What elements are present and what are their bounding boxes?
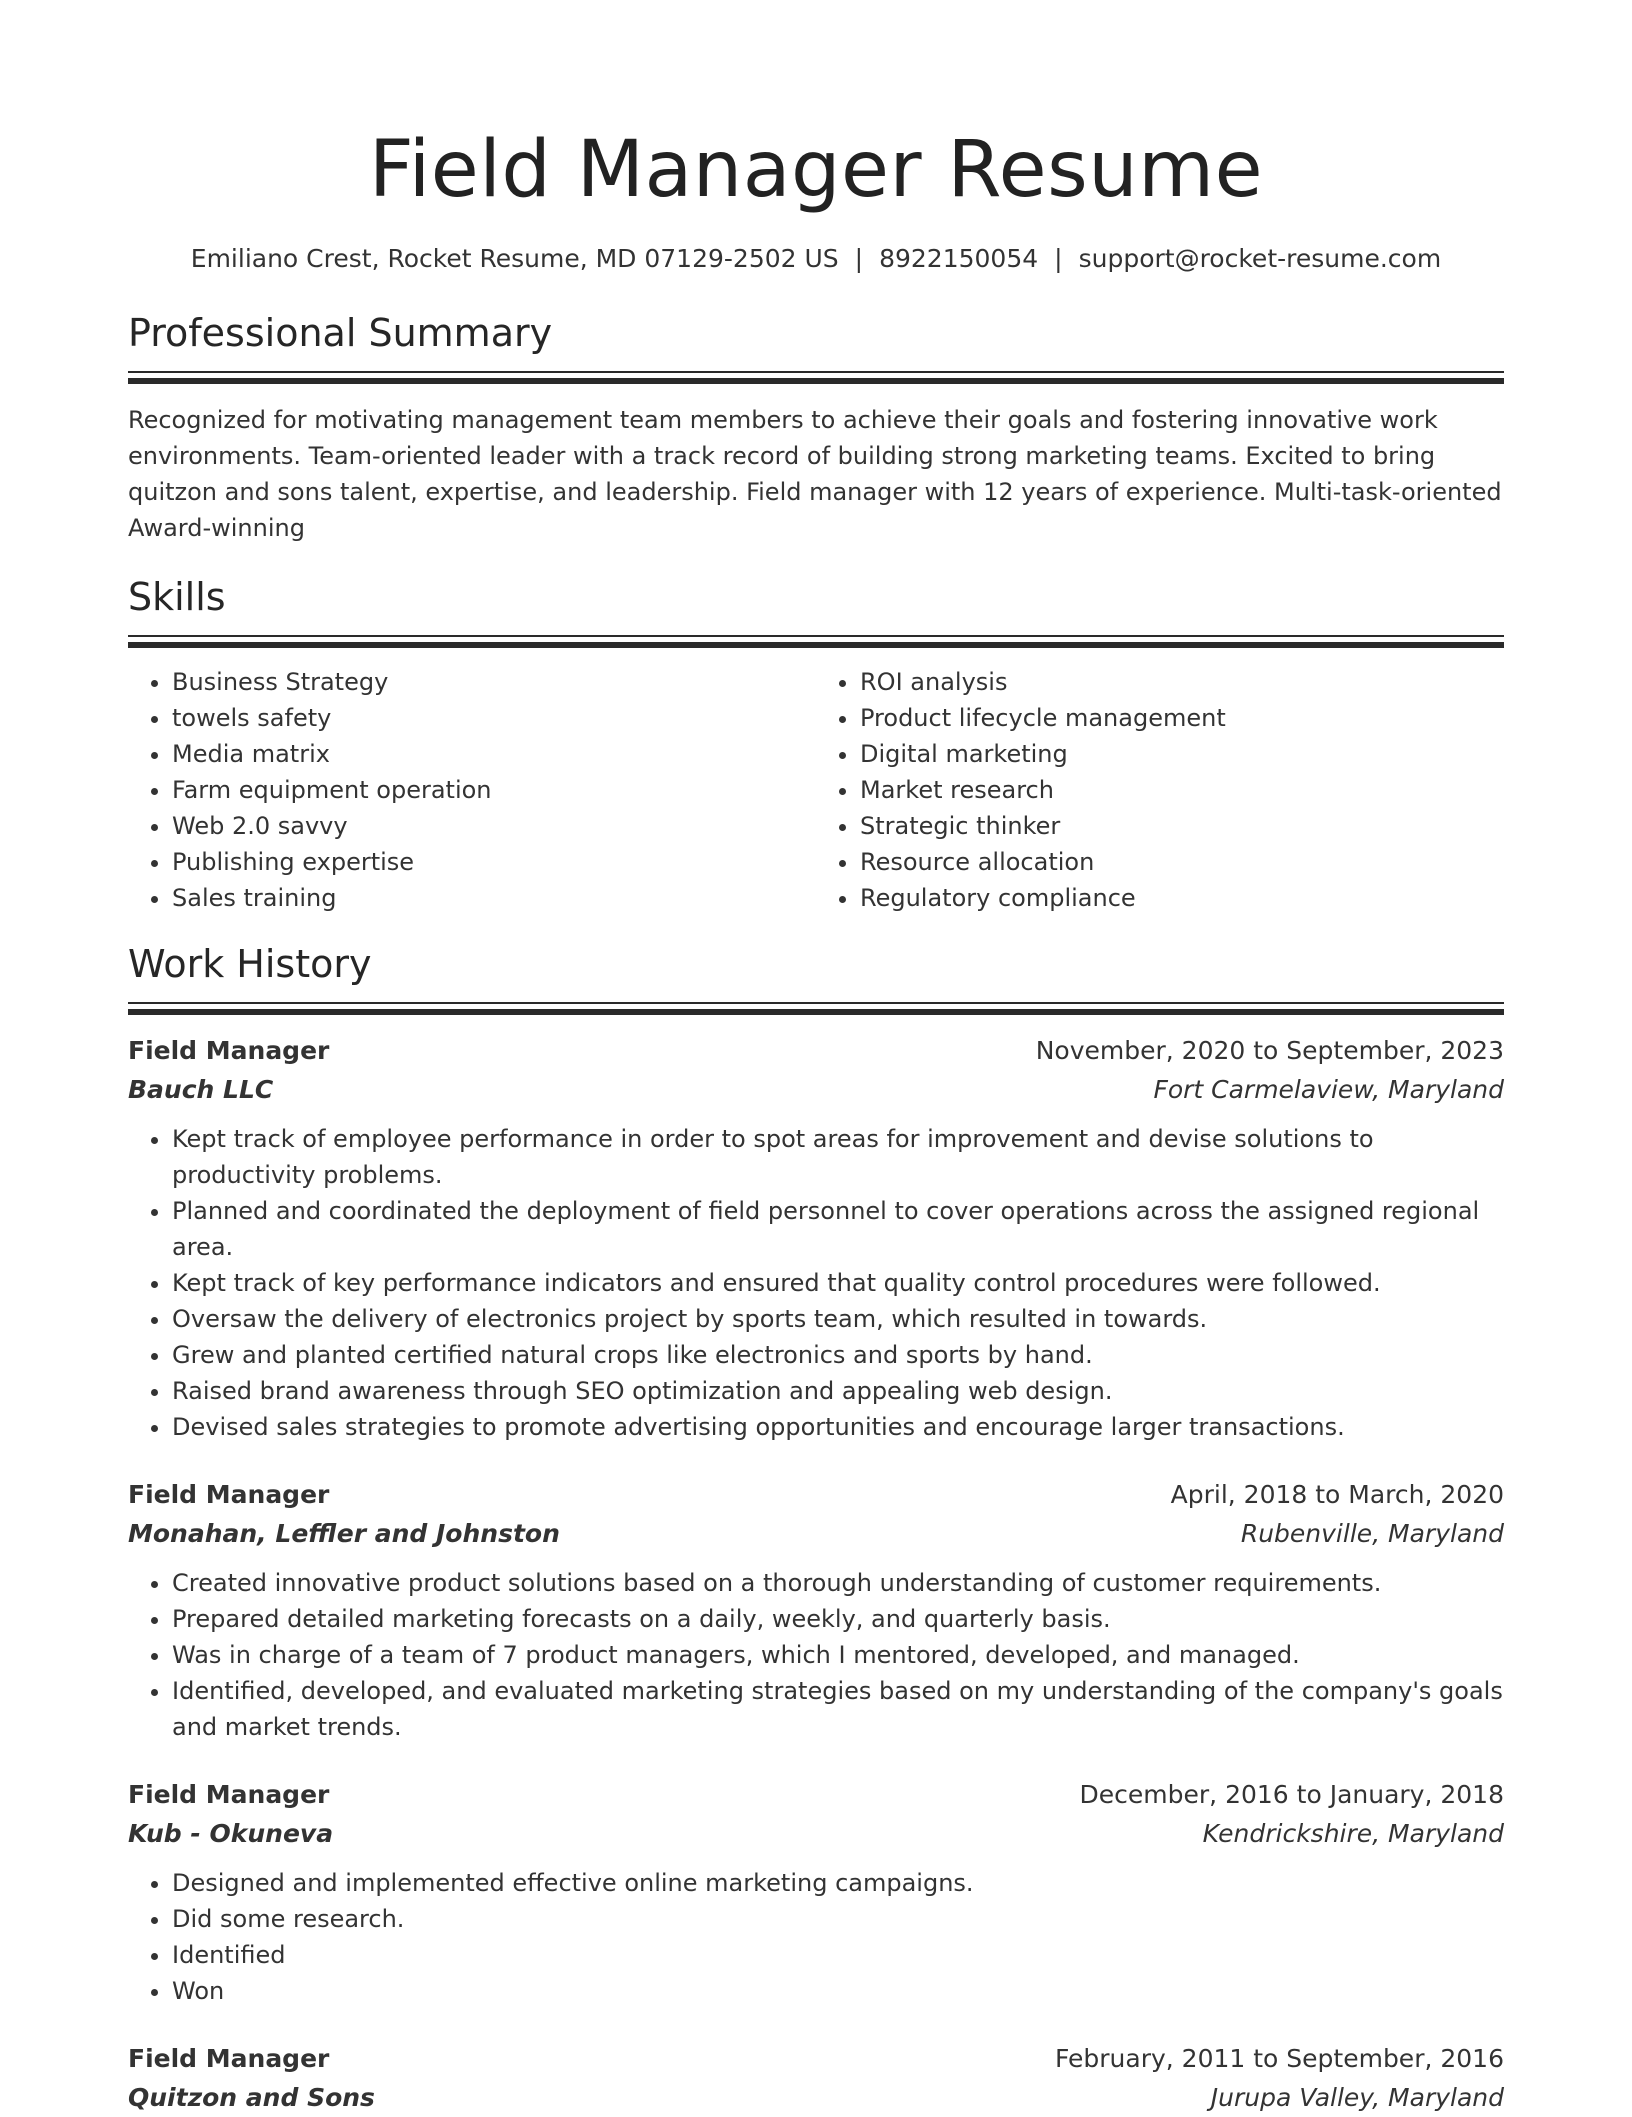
- job-bullet: • Won: [172, 1973, 1504, 2009]
- skill-item: • Resource allocation: [860, 844, 1504, 880]
- section-rule-thick: [128, 378, 1504, 384]
- skills-column-left: [128, 664, 816, 916]
- summary-heading: Professional Summary: [128, 311, 553, 355]
- job-company: Monahan, Leffler and Johnston: [128, 1519, 560, 1548]
- skill-item: • ROI analysis: [860, 664, 1504, 700]
- work-section: [128, 940, 1504, 2117]
- job-bullets: [128, 1565, 1504, 1745]
- section-rule: [128, 371, 1504, 373]
- job-title: Field Manager: [128, 1480, 330, 1509]
- skill-item: • Product lifecycle management: [860, 700, 1504, 736]
- skills-list: [128, 664, 1504, 916]
- job-location: Kendrickshire, Maryland: [1202, 1819, 1504, 1848]
- work-heading: Work History: [128, 942, 372, 986]
- job-dates: April, 2018 to March, 2020: [1170, 1480, 1504, 1509]
- skills-heading: Skills: [128, 575, 226, 619]
- job-bullet: • Created innovative product solutions based on a thorough understanding of customer requirements.: [172, 1565, 1504, 1601]
- contact-separator: |: [1054, 244, 1063, 273]
- section-rule-thick: [128, 642, 1504, 648]
- job-location: Jurupa Valley, Maryland: [1210, 2083, 1504, 2112]
- job-bullet: • Grew and planted certified natural crops like electronics and sports by hand.: [172, 1337, 1504, 1373]
- skill-item: • Strategic thinker: [860, 808, 1504, 844]
- contact-separator: |: [854, 244, 864, 273]
- skill-item: • Market research: [860, 772, 1504, 808]
- contact-email: support@rocket-resume.com: [1078, 244, 1442, 273]
- section-rule: [128, 635, 1504, 637]
- job-bullet: • Devised sales strategies to promote advertising opportunities and encourage larger transactions.: [172, 1409, 1504, 1445]
- job-bullet: • Kept track of key performance indicators and ensured that quality control procedures were followed.: [172, 1265, 1504, 1301]
- job-title: Field Manager: [128, 1036, 330, 1065]
- job-dates: November, 2020 to September, 2023: [1035, 1036, 1504, 1065]
- job-bullet: • Raised brand awareness through SEO optimization and appealing web design.: [172, 1373, 1504, 1409]
- job-bullet: • Planned and coordinated the deployment of field personnel to cover operations across the assigned regional area.: [172, 1193, 1504, 1265]
- skill-item: • Regulatory compliance: [860, 880, 1504, 916]
- job-title: Field Manager: [128, 1780, 330, 1809]
- job-entry: [128, 2039, 1504, 2117]
- skill-item: • Web 2.0 savvy: [172, 808, 816, 844]
- job-bullet: • Did some research.: [172, 1901, 1504, 1937]
- skills-section: [128, 573, 1504, 916]
- section-rule-thick: [128, 1009, 1504, 1015]
- skill-item: • towels safety: [172, 700, 816, 736]
- skill-item: • Business Strategy: [172, 664, 816, 700]
- skill-item: • Farm equipment operation: [172, 772, 816, 808]
- skill-item: • Publishing expertise: [172, 844, 816, 880]
- summary-section: [128, 309, 1504, 546]
- job-bullet: • Identified, developed, and evaluated marketing strategies based on my understanding of the company's goals and market trends.: [172, 1673, 1504, 1745]
- skills-column-right: [816, 664, 1504, 916]
- job-dates: February, 2011 to September, 2016: [1055, 2044, 1504, 2073]
- contact-phone: 8922150054: [879, 244, 1039, 273]
- job-bullet: • Designed and implemented effective online marketing campaigns.: [172, 1865, 1504, 1901]
- resume-title: Field Manager Resume: [368, 125, 1264, 215]
- job-entry: [128, 1775, 1504, 2009]
- job-bullets: [128, 1865, 1504, 2009]
- job-location: Rubenville, Maryland: [1240, 1519, 1504, 1548]
- job-company: Kub - Okuneva: [128, 1819, 334, 1848]
- skill-item: • Digital marketing: [860, 736, 1504, 772]
- job-company: Bauch LLC: [128, 1075, 274, 1104]
- job-bullet: • Prepared detailed marketing forecasts on a daily, weekly, and quarterly basis.: [172, 1601, 1504, 1637]
- job-location: Fort Carmelaview, Maryland: [1153, 1075, 1504, 1104]
- contact-line: [128, 242, 1504, 276]
- skill-item: • Sales training: [172, 880, 816, 916]
- job-bullet: • Was in charge of a team of 7 product managers, which I mentored, developed, and managed.: [172, 1637, 1504, 1673]
- job-title: Field Manager: [128, 2044, 330, 2073]
- job-entry: [128, 1475, 1504, 1745]
- job-entry: [128, 1031, 1504, 1445]
- job-dates: December, 2016 to January, 2018: [1079, 1780, 1504, 1809]
- job-bullet: • Kept track of employee performance in order to spot areas for improvement and devise solutions to productivity problems.: [172, 1121, 1504, 1193]
- job-bullet: • Oversaw the delivery of electronics project by sports team, which resulted in towards.: [172, 1301, 1504, 1337]
- job-company: Quitzon and Sons: [128, 2083, 375, 2112]
- skill-item: • Media matrix: [172, 736, 816, 772]
- job-bullets: [128, 1121, 1504, 1445]
- job-bullet: • Identified: [172, 1937, 1504, 1973]
- contact-address: Emiliano Crest, Rocket Resume, MD 07129-2502 US: [190, 244, 839, 273]
- summary-text: Recognized for motivating management team members to achieve their goals and fostering innovative work environments. Team-oriented leader with a track record of building strong marketing teams. Excited to bring quitzon and sons talent, expertise, and leadership. Field manager with 12 years of experience. Multi-task-oriented Award-winning: [128, 406, 1502, 542]
- section-rule: [128, 1002, 1504, 1004]
- resume-page: [128, 0, 1504, 2117]
